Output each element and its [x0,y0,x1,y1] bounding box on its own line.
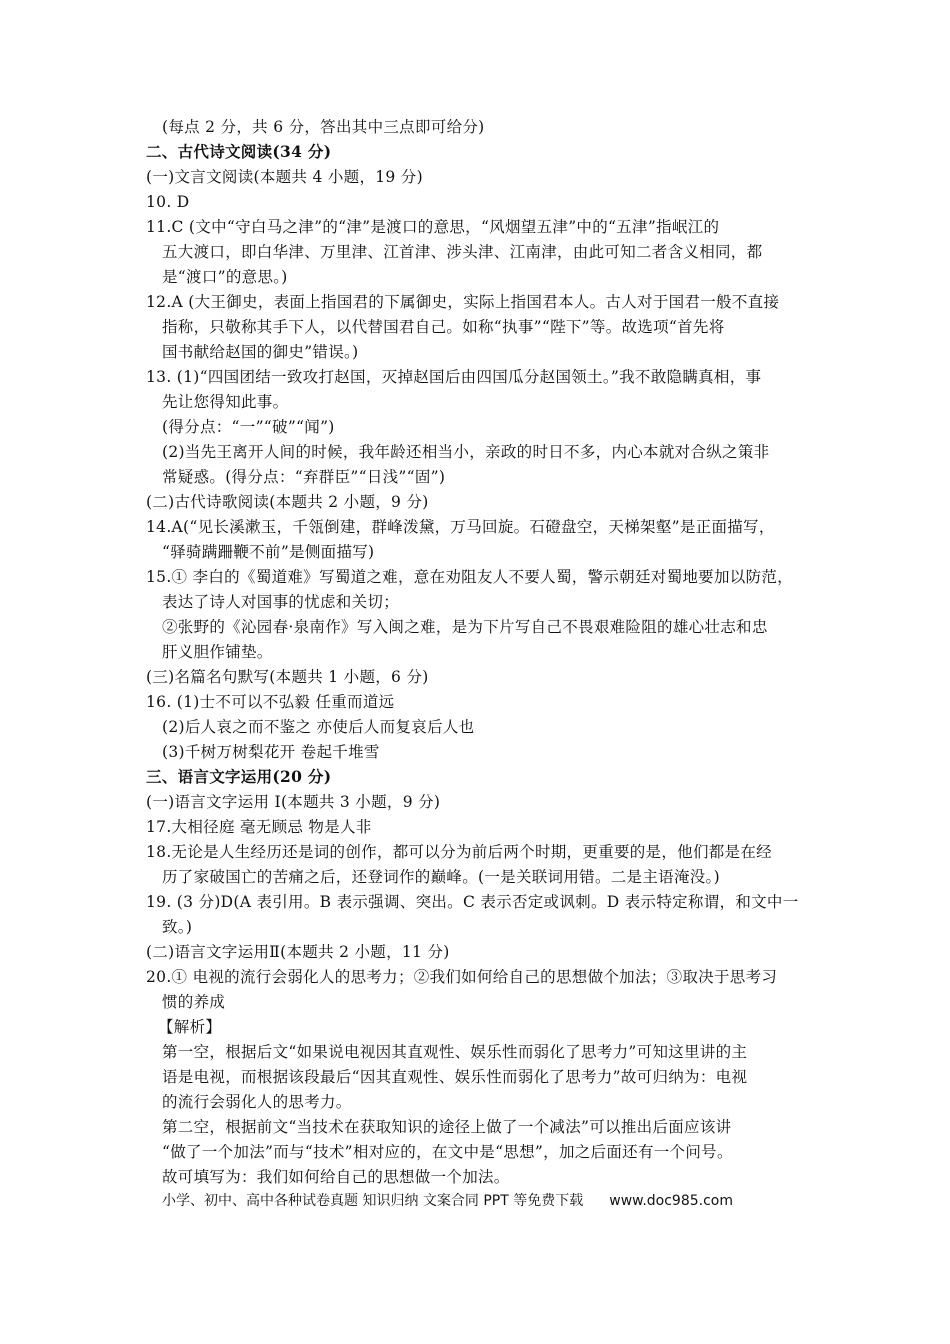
analysis-heading: 【解析】 [158,1018,222,1036]
answer-line: 惯的养成 [162,993,226,1011]
answer-line: 16. (1)士不可以不弘毅 任重而道远 [146,693,395,711]
answer-line: 13. (1)“四国团结一致攻打赵国，灭掉赵国后由四国瓜分赵国领土。”我不敢隐瞒真相，事 [146,368,762,386]
analysis-line: 故可填写为：我们如何给自己的思想做一个加法。 [162,1168,510,1186]
analysis-line: “做了一个加法”而与“技术”相对应的，在文中是“思想”，加之后面还有一个问号。 [162,1143,733,1161]
answer-line: 常疑惑。(得分点：“弃群臣”“日浅”“固”) [162,468,446,486]
section-heading: 二、古代诗文阅读(34 分) [146,142,332,161]
answer-line: 先让您得知此事。 [162,393,289,411]
answer-line: 五大渡口，即白华津、万里津、江首津、涉头津、江南津，由此可知二者含义相同，都 [162,243,763,261]
subsection-heading: (三)名篇名句默写(本题共 1 小题，6 分) [146,668,429,686]
answer-line: 19. (3 分)D(A 表引用。B 表示强调、突出。C 表示否定或讽刺。D 表示特定称谓，和文中一 [146,893,799,911]
answer-line: 肝义胆作铺垫。 [162,643,273,661]
answer-line: 历了家破国亡的苦痛之后，还登词作的巅峰。(一是关联词用错。二是主语淹没。) [162,868,720,886]
answer-line: (2)当先王离开人间的时候，我年龄还相当小，亲政的时日不多，内心本就对合纵之策非 [162,443,770,461]
answer-line: (3)千树万树梨花开 卷起千堆雪 [162,743,380,761]
analysis-line: 第二空，根据前文“当技术在获取知识的途径上做了一个减法”可以推出后面应该讲 [162,1118,732,1136]
footer-text: 小学、初中、高中各种试卷真题 知识归纳 文案合同 PPT 等免费下载 [162,1193,584,1209]
answer-line: ②张野的《沁园春·泉南作》写入闽之难，是为下片写自己不畏艰难险阻的雄心壮志和忠 [162,618,768,636]
answer-line: 12.A (大王御史，表面上指国君的下属御史，实际上指国君本人。古人对于国君一般不直接 [146,293,780,311]
analysis-line: 的流行会弱化人的思考力。 [162,1093,352,1111]
answer-line: 14.A(“见长溪漱玉，千瓴倒建，群峰泼黛，万马回旋。石磴盘空，天梯架壑”是正面描写， [146,518,775,536]
answer-line: 表达了诗人对国事的忧虑和关切； [162,593,400,611]
answer-line: 致。) [162,918,193,936]
answer-line: 11.C (文中“守白马之津”的“津”是渡口的意思，“风烟望五津”中的“五津”指岷江的 [146,218,720,236]
analysis-line: 语是电视，而根据该段最后“因其直观性、娱乐性而弱化了思考力”故可归纳为：电视 [162,1068,748,1086]
subsection-heading: (一)语言文字运用 I(本题共 3 小题，9 分) [146,793,441,811]
answer-line: 18.无论是人生经历还是词的创作，都可以分为前后两个时期，更重要的是，他们都是在经 [146,843,772,861]
answer-line: 国书献给赵国的御史”错误。) [162,343,359,361]
answer-line: 10. D [146,193,190,211]
subsection-heading: (二)语言文字运用Ⅱ(本题共 2 小题，11 分) [146,943,450,961]
answer-line: 指称，只敬称其手下人，以代替国君自己。如称“执事”“陛下”等。故选项“首先将 [162,318,725,336]
answer-line: 17.大相径庭 毫无顾忌 物是人非 [146,818,372,836]
footer-url-link[interactable]: www.doc985.com [609,1193,733,1209]
subsection-heading: (一)文言文阅读(本题共 4 小题，19 分) [146,168,423,186]
answer-line: 15.① 李白的《蜀道难》写蜀道之难，意在劝阻友人不要人蜀，警示朝廷对蜀地要加以防范， [146,568,793,586]
answer-line: 是“渡口”的意思。) [162,268,288,286]
answer-line: (2)后人哀之而不鉴之 亦使后人而复哀后人也 [162,718,475,736]
section-heading: 三、语言文字运用(20 分) [146,767,332,786]
answer-line: “驿骑蹒跚鞭不前”是侧面描写) [162,543,375,561]
text-line: (每点 2 分，共 6 分，答出其中三点即可给分) [162,118,485,136]
page-footer [162,1191,733,1211]
analysis-line: 第一空，根据后文“如果说电视因其直观性、娱乐性而弱化了思考力”可知这里讲的主 [162,1043,748,1061]
answer-line: (得分点：“一”“破”“闻”) [162,418,335,436]
answer-line: 20.① 电视的流行会弱化人的思考力；②我们如何给自己的思想做个加法；③取决于思考习 [146,968,778,986]
subsection-heading: (二)古代诗歌阅读(本题共 2 小题，9 分) [146,493,429,511]
